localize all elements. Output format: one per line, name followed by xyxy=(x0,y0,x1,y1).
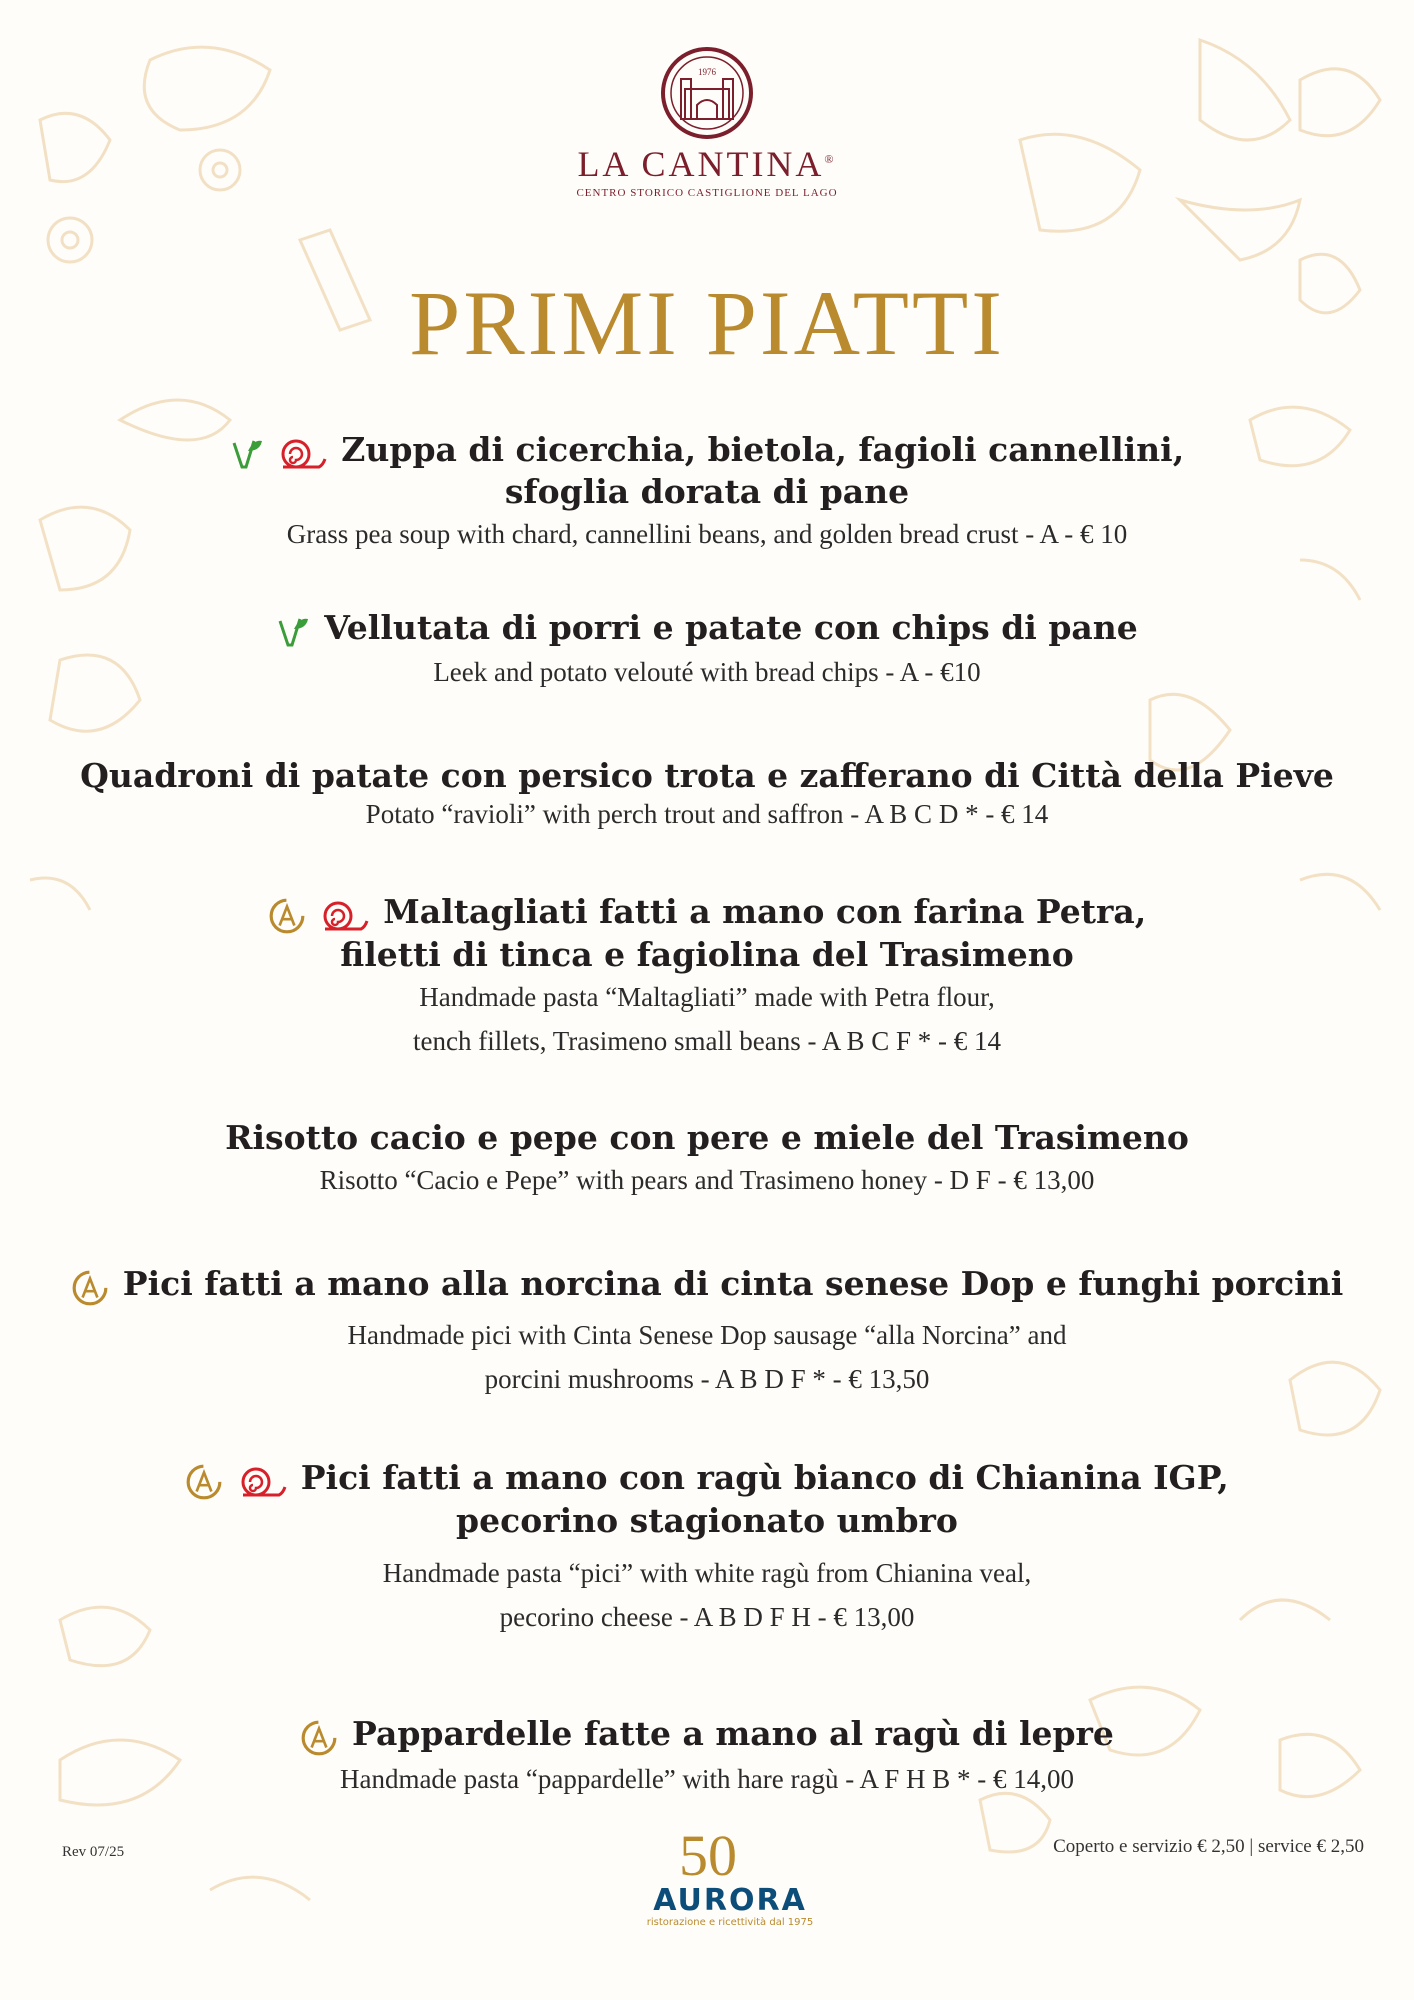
dish-zuppa-cicerchia xyxy=(0,430,1414,556)
dish-pici-chianina xyxy=(0,1458,1414,1639)
dish-title: Pici fatti a mano alla norcina di cinta senese Dop e funghi porcini xyxy=(0,1264,1414,1307)
dish-title: Pici fatti a mano con ragù bianco di Chianina IGP, pecorino stagionato umbro xyxy=(0,1458,1414,1541)
dish-icons xyxy=(71,1266,113,1307)
dish-title: Pappardelle fatte a mano al ragù di lepre xyxy=(0,1714,1414,1757)
aurora-logo xyxy=(635,1825,825,1928)
aurora-name: AURORA xyxy=(653,1883,807,1918)
dish-description: Potato “ravioli” with perch trout and saffron - A B C D * - € 14 xyxy=(365,799,1049,829)
dish-description: Leek and potato velouté with bread chips - A - €10 xyxy=(433,657,981,687)
dish-title: Zuppa di cicerchia, bietola, fagioli cannellini, sfoglia dorata di pane xyxy=(0,430,1414,512)
dish-icons xyxy=(300,1716,342,1757)
cover-charge-note: Coperto e servizio € 2,50 | service € 2,50 xyxy=(1053,1836,1364,1857)
dish-pappardelle-lepre xyxy=(0,1714,1414,1801)
aurora-50-icon xyxy=(675,1825,785,1881)
dish-vellutata-porri xyxy=(0,608,1414,694)
dish-quadroni-patate xyxy=(0,756,1414,832)
svg-text:1976: 1976 xyxy=(698,67,716,77)
svg-text:50: 50 xyxy=(679,1825,737,1881)
dish-risotto-cacio-pepe xyxy=(0,1118,1414,1202)
dish-title: Maltagliati fatti a mano con farina Petra, filetti di tinca e fagiolina del Trasimeno xyxy=(0,892,1414,975)
revision-label: Rev 07/25 xyxy=(62,1844,125,1860)
restaurant-location: CENTRO STORICO CASTIGLIONE DEL LAGO xyxy=(576,187,838,199)
dish-title: Risotto cacio e pepe con pere e miele del Trasimeno xyxy=(225,1118,1189,1157)
dish-description: Handmade pasta “pappardelle” with hare ragù - A F H B * - € 14,00 xyxy=(339,1763,1075,1794)
dish-icons xyxy=(230,432,332,472)
slow-food-icon xyxy=(279,436,327,472)
restaurant-logo xyxy=(0,45,1414,199)
dish-description: Grass pea soup with chard, cannellini beans, and golden bread crust - A - € 10 xyxy=(286,519,1128,549)
dish-description: Handmade pasta “pici” with white ragù from Chianina veal, pecorino cheese - A B D F H - € 13,00 xyxy=(382,1557,1032,1632)
aurora-icon xyxy=(71,1269,109,1307)
restaurant-name: LA CANTINA® xyxy=(577,144,837,184)
dish-icons xyxy=(185,1460,291,1501)
dish-title: Quadroni di patate con persico trota e zafferano di Città della Pieve xyxy=(80,756,1334,795)
castle-emblem-icon xyxy=(659,45,755,141)
aurora-icon xyxy=(185,1463,223,1501)
dish-icons xyxy=(268,894,374,935)
menu-section-title: PRIMI PIATTI xyxy=(409,272,1005,374)
dish-title: Vellutata di porri e patate con chips di pane xyxy=(0,608,1414,650)
vegan-icon xyxy=(230,437,264,471)
slow-food-icon xyxy=(239,1464,287,1500)
dish-description: Handmade pici with Cinta Senese Dop sausage “alla Norcina” and porcini mushrooms - A B D F * - € 13,50 xyxy=(347,1319,1067,1394)
dish-description: Handmade pasta “Maltagliati” made with Petra flour, tench fillets, Trasimeno small beans - A B C F * - € 14 xyxy=(413,981,1001,1056)
dish-icons xyxy=(276,610,314,650)
aurora-tagline: ristorazione e ricettività dal 1975 xyxy=(646,1917,814,1928)
dish-maltagliati xyxy=(0,892,1414,1063)
dish-description: Risotto “Cacio e Pepe” with pears and Trasimeno honey - D F - € 13,00 xyxy=(319,1165,1095,1195)
slow-food-icon xyxy=(321,898,369,934)
dish-pici-norcina xyxy=(0,1264,1414,1401)
vegan-icon xyxy=(276,615,310,649)
aurora-icon xyxy=(268,897,306,935)
aurora-icon xyxy=(300,1719,338,1757)
